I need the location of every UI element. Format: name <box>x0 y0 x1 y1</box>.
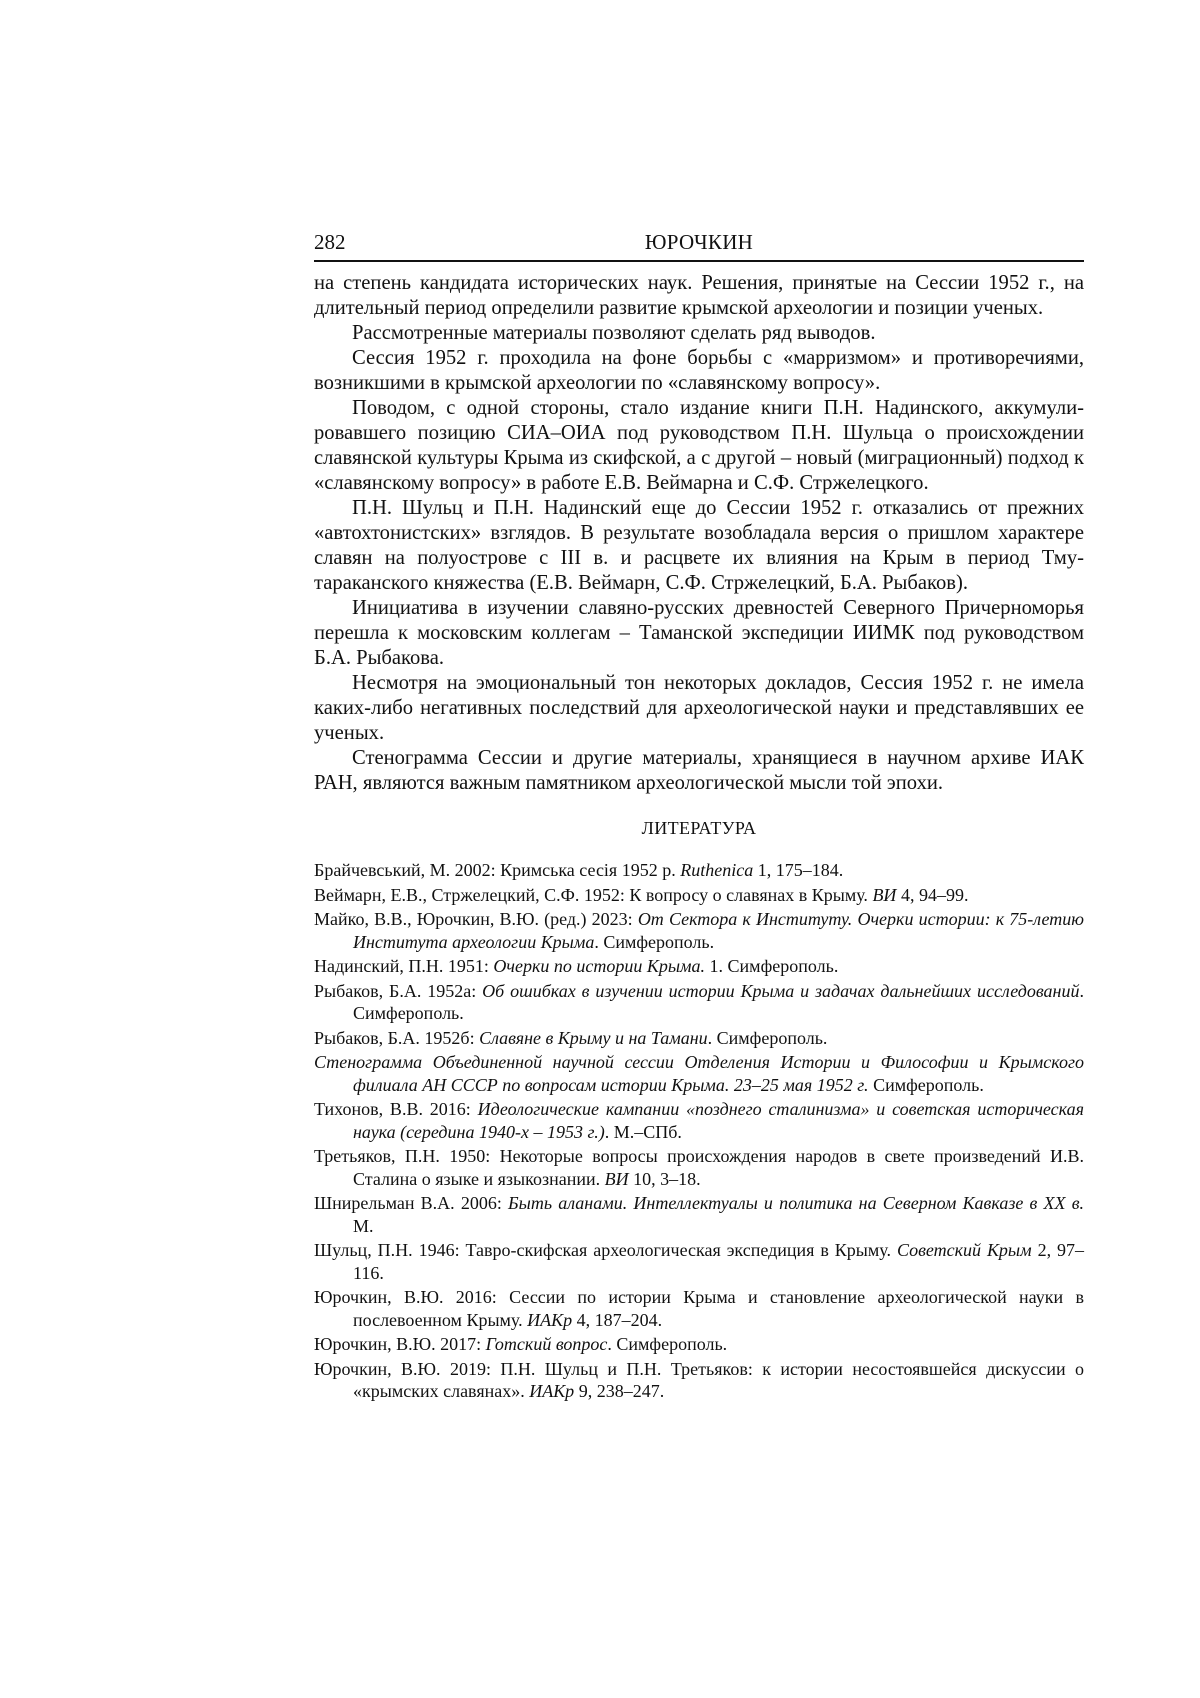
ref-italic: Идеологические кампании «позднего сталинизма» и советская историческая наука (середина 1940-х – 1953 г.) <box>353 1099 1085 1142</box>
paragraph: Поводом, с одной стороны, стало издание книги П.Н. Надинского, аккумулировавшего позицию СИА–ОИА под руководством П.Н. Шульца о происхождении славянской культуры Крыма из скифской, а с другой – новый (миграционный) подход к «славянскому вопросу» в работе Е.В. Веймарна и С.Ф. Стржелецкого. <box>314 397 1084 494</box>
ref-text: . Симферополь. <box>707 1027 828 1048</box>
paragraph: Инициатива в изучении славяно-русских древностей Северного Причерноморья перешла к московским коллегам – Таманской экспедиции ИИМК под руководством Б.А. Рыбакова. <box>314 597 1084 669</box>
ref-italic: Об ошибках в изучении истории Крыма и задачах дальнейших исследований <box>482 980 1080 1001</box>
paragraph: Несмотря на эмоциональный тон некоторых докладов, Сессия 1952 г. не имела каких-либо негативных последствий для археологической науки и представлявших ее ученых. <box>314 672 1084 744</box>
paragraph: Стенограмма Сессии и другие материалы, хранящиеся в научном архиве ИАК РАН, являются важным памятником археологической мысли той эпохи. <box>314 747 1084 794</box>
reference-item <box>314 884 1084 907</box>
reference-item <box>314 1027 1084 1050</box>
body-text <box>314 271 1084 796</box>
ref-italic: ВИ <box>872 884 897 905</box>
paragraph: на степень кандидата исторических наук. Решения, принятые на Сессии 1952 г., на длительный период определили развитие крымской археологии и позиции ученых. <box>314 272 1084 319</box>
reference-item <box>314 1098 1084 1143</box>
paragraph: Рассмотренные материалы позволяют сделать ряд выводов. <box>352 322 876 344</box>
ref-text: Симферополь. <box>868 1074 984 1095</box>
ref-text: 1. Симферополь. <box>705 956 839 976</box>
reference-item <box>314 1333 1084 1356</box>
ref-text: . Симферополь. <box>594 931 715 952</box>
ref-text: Юрочкин, В.Ю. 2019: П.Н. Шульц и П.Н. Третьяков: к истории несостоявшейся дискуссии о «крымских славянах». <box>314 1358 1084 1401</box>
reference-item <box>314 955 1084 978</box>
ref-text: Рыбаков, Б.А. 1952а: <box>314 980 483 1001</box>
ref-italic: ИАКр <box>527 1309 573 1330</box>
ref-text: Надинский, П.Н. 1951: <box>314 956 494 976</box>
ref-italic: ИАКр <box>529 1381 575 1401</box>
paragraph: П.Н. Шульц и П.Н. Надинский еще до Сессии 1952 г. отказались от прежних «автохтонистских» взглядов. В результате возобладала версия о пришлом характере славян на полуострове с III в. и расцвете их влияния на Крым в период Тмутараканского княжества (Е.В. Веймарн, С.Ф. Стржелецкий, Б.А. Рыбаков). <box>314 497 1084 594</box>
reference-item <box>314 1286 1084 1331</box>
ref-text: 10, 3–18. <box>628 1168 701 1189</box>
literature-heading: ЛИТЕРАТУРА <box>641 818 757 838</box>
ref-text: Рыбаков, Б.А. 1952б: <box>314 1027 480 1048</box>
reference-item <box>314 1192 1084 1237</box>
ref-text: Веймарн, Е.В., Стржелецкий, С.Ф. 1952: К вопросу о славянах в Крыму. <box>314 884 873 905</box>
ref-text: 4, 187–204. <box>572 1309 663 1330</box>
ref-text: М. <box>353 1215 374 1236</box>
ref-text: . Симферополь. <box>353 980 1084 1023</box>
running-title: ЮРОЧКИН <box>644 230 754 254</box>
ref-italic: Ruthenica <box>680 860 754 880</box>
ref-text: Шнирельман В.А. 2006: <box>314 1193 509 1213</box>
ref-text: Третьяков, П.Н. 1950: Некоторые вопросы происхождения народов в свете произведений И.В. Сталина о языке и языкознании. <box>314 1146 1084 1189</box>
reference-list <box>314 859 1084 1403</box>
reference-item <box>314 980 1084 1025</box>
paragraph: Сессия 1952 г. проходила на фоне борьбы с «марризмом» и противоречиями, возникшими в крымской археологии по «славянскому вопросу». <box>314 347 1084 394</box>
ref-italic: Очерки по истории Крыма. <box>493 956 706 976</box>
reference-item <box>314 908 1084 953</box>
ref-text: . Симферополь. <box>607 1334 728 1354</box>
reference-item <box>314 859 1084 882</box>
ref-text: Юрочкин, В.Ю. 2017: <box>314 1334 486 1354</box>
ref-text: Шульц, П.Н. 1946: Тавро-скифская археологическая экспедиция в Крыму. <box>314 1240 897 1260</box>
ref-text: 4, 94–99. <box>896 884 969 905</box>
ref-text: 1, 175–184. <box>753 860 844 880</box>
ref-text: Юрочкин, В.Ю. 2016: Сессии по истории Крыма и становление археологической науки в послевоенном Крыму. <box>314 1287 1084 1330</box>
ref-text: 9, 238–247. <box>574 1381 665 1401</box>
ref-text: . М.–СПб. <box>604 1121 682 1142</box>
reference-item <box>314 1239 1084 1284</box>
ref-italic: От Сектора к Институту. Очерки истории: к 75-летию Института археологии Крыма <box>353 909 1084 952</box>
ref-italic: Стенограмма Объединенной научной сессии Отделения Истории и Философии и Крымского филиала АН СССР по вопросам истории Крыма. 23–25 мая 1952 г. <box>314 1052 1084 1095</box>
reference-item <box>314 1051 1084 1096</box>
reference-item <box>314 1358 1084 1403</box>
page-number: 282 <box>314 230 346 254</box>
document-page <box>314 226 1084 1405</box>
ref-italic: ВИ <box>604 1168 629 1189</box>
ref-text: Майко, В.В., Юрочкин, В.Ю. (ред.) 2023: <box>314 909 638 929</box>
ref-italic: Славяне в Крыму и на Тамани <box>479 1027 708 1048</box>
running-head <box>314 226 1084 262</box>
ref-italic: Готский вопрос <box>485 1334 608 1354</box>
ref-text: 2, 97–116. <box>353 1240 1085 1283</box>
ref-text: Брайчевський, М. 2002: Кримська сесія 1952 р. <box>314 860 681 880</box>
ref-italic: Советский Крым <box>896 1240 1032 1260</box>
ref-text: Тихонов, В.В. 2016: <box>314 1099 478 1119</box>
reference-item <box>314 1145 1084 1190</box>
ref-italic: Быть аланами. Интеллектуалы и политика на Северном Кавказе в XX в. <box>508 1193 1085 1213</box>
